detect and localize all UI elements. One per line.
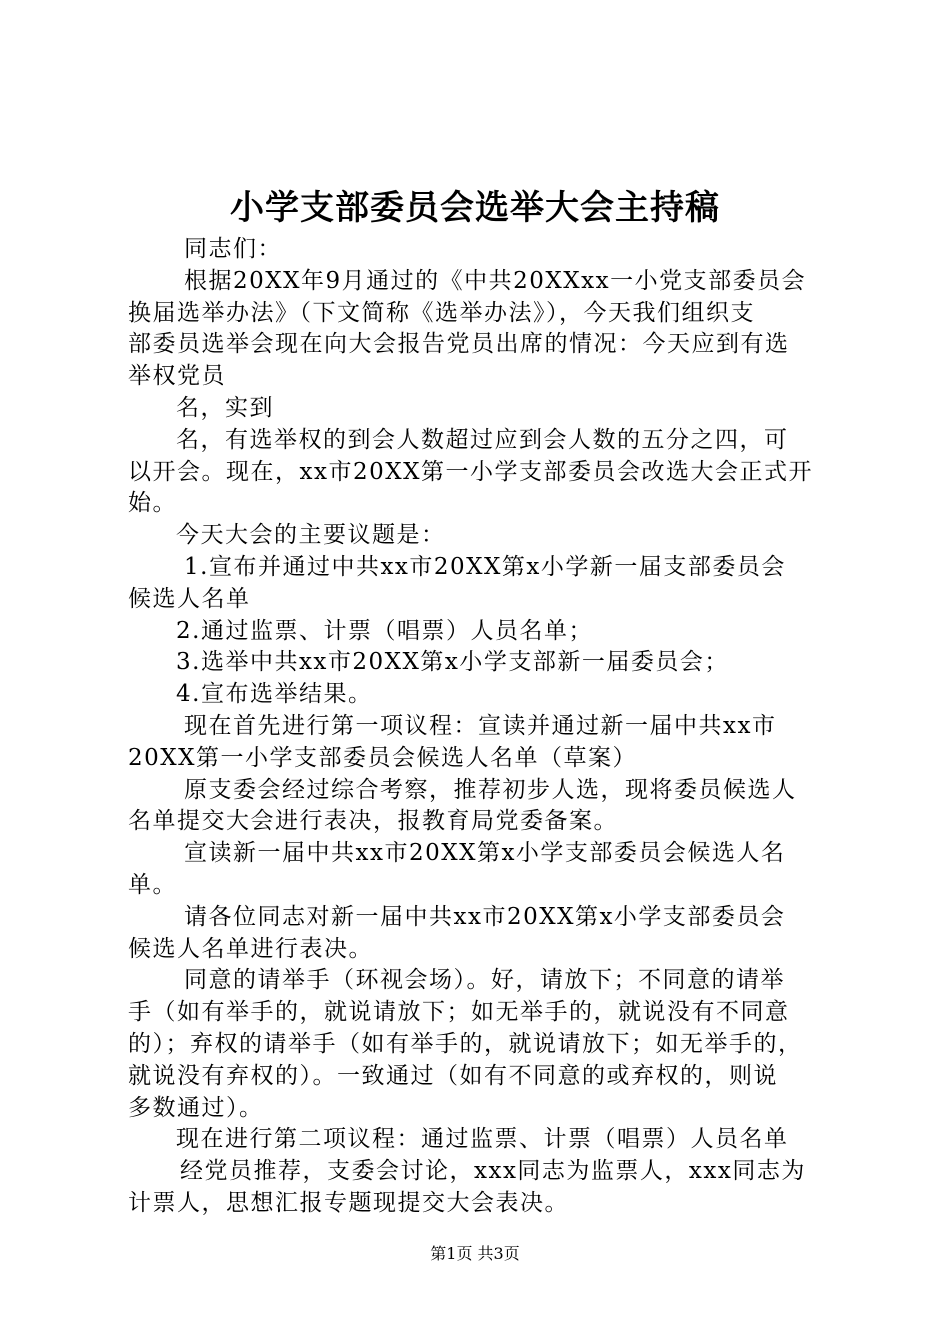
paragraph-line: 现在首先进行第一项议程：宣读并通过新一届中共xx市 [184, 712, 777, 739]
paragraph-line: 同志们： [184, 236, 282, 262]
paragraph-line: 1.宣布并通过中共xx市20XX第x小学新一届支部委员会 [184, 553, 786, 580]
paragraph-line: 的）；弃权的请举手（如有举手的，就说请放下；如无举手的， [128, 1030, 803, 1057]
paragraph-line: 多数通过）。 [128, 1094, 264, 1121]
document-title: 小学支部委员会选举大会主持稿 [230, 188, 720, 228]
paragraph-line: 原支委会经过综合考察，推荐初步人选，现将委员候选人 [184, 776, 797, 803]
paragraph-line: 同意的请举手（环视会场）。好，请放下；不同意的请举 [184, 967, 785, 994]
paragraph-line: 单。 [128, 871, 177, 898]
paragraph-line: 现在进行第二项议程：通过监票、计票（唱票）人员名单 [176, 1126, 789, 1153]
paragraph-line: 名，实到 [176, 394, 274, 421]
paragraph-line: 根据20XX年9月通过的《中共20XXxx一小党支部委员会 [184, 267, 807, 294]
page-number: 第1页 共3页 [430, 1244, 520, 1263]
paragraph-line: 以开会。现在，xx市20XX第一小学支部委员会改选大会正式开 [128, 458, 813, 485]
paragraph-line: 候选人名单进行表决。 [128, 935, 373, 962]
paragraph-line: 名单提交大会进行表决，报教育局党委备案。 [128, 808, 618, 835]
paragraph-line: 3.选举中共xx市20XX第x小学支部新一届委员会； [176, 649, 729, 676]
paragraph-line: 宣读新一届中共xx市20XX第x小学支部委员会候选人名 [184, 840, 786, 867]
paragraph-line: 名，有选举权的到会人数超过应到会人数的五分之四，可 [176, 426, 789, 453]
paragraph-line: 就说没有弃权的）。一致通过（如有不同意的或弃权的，则说 [128, 1062, 778, 1089]
paragraph-line: 候选人名单 [128, 585, 251, 612]
paragraph-line: 20XX第一小学支部委员会候选人名单（草案） [128, 744, 638, 771]
paragraph-line: 今天大会的主要议题是： [176, 522, 446, 549]
paragraph-line: 2.通过监票、计票（唱票）人员名单； [176, 617, 593, 644]
paragraph-line: 请各位同志对新一届中共xx市20XX第x小学支部委员会 [184, 903, 786, 930]
paragraph-line: 计票人，思想汇报专题现提交大会表决。 [128, 1189, 569, 1216]
paragraph-line: 4.宣布选举结果。 [176, 681, 373, 708]
paragraph-line: 手（如有举手的，就说请放下；如无举手的，就说没有不同意 [128, 999, 790, 1026]
paragraph-line: 举权党员 [128, 363, 226, 390]
paragraph-line: 始。 [128, 490, 177, 517]
paragraph-line: 换届选举办法》（下文简称《选举办法》），今天我们组织支 [128, 299, 755, 326]
document-body [128, 234, 848, 1220]
paragraph-line: 经党员推荐，支委会讨论，xxx同志为监票人，xxx同志为 [180, 1158, 806, 1185]
paragraph-line: 部委员选举会现在向大会报告党员出席的情况：今天应到有选 [128, 331, 790, 358]
